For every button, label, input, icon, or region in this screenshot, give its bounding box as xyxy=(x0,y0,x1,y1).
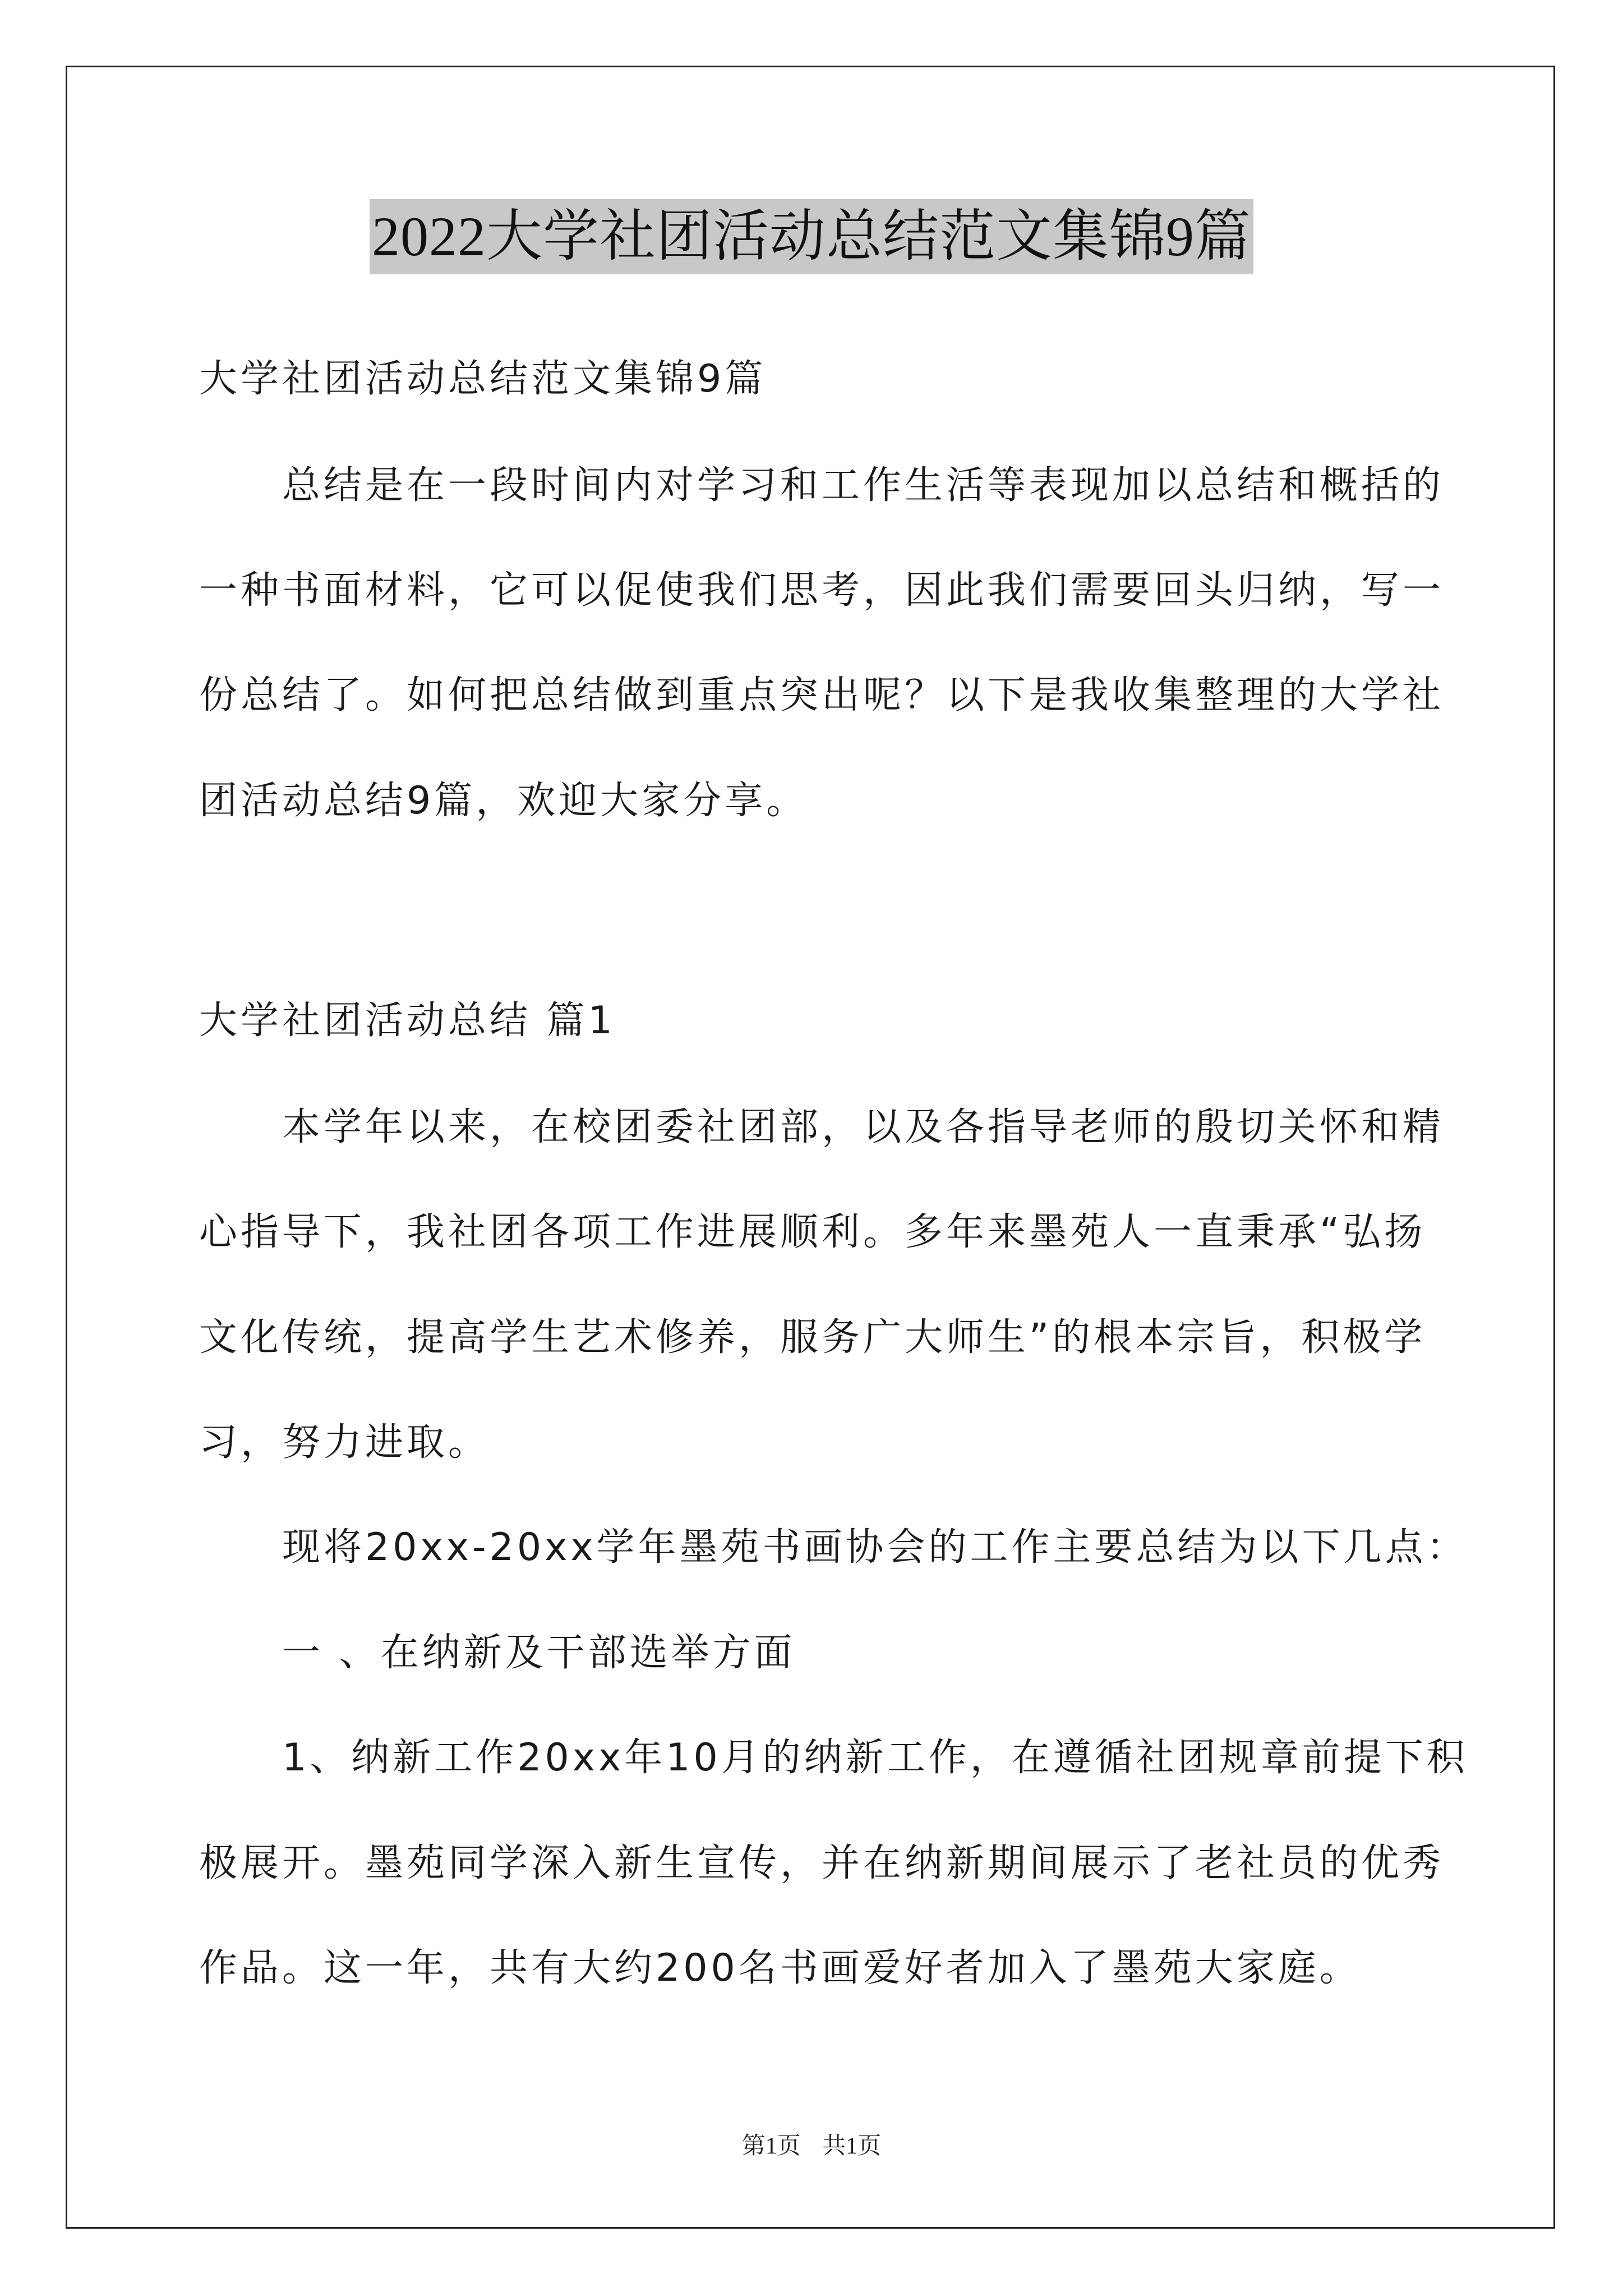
document-title: 2022大学社团活动总结范文集锦9篇 xyxy=(370,199,1253,274)
paragraph-line: 1、纳新工作20xx年10月的纳新工作，在遵循社团规章前提下积 xyxy=(282,1736,1468,1780)
intro-line: 份总结了。如何把总结做到重点突出呢？以下是我收集整理的大学社 xyxy=(199,673,1445,717)
paragraph-line: 习，努力进取。 xyxy=(199,1420,490,1465)
paragraph-line: 心指导下，我社团各项工作进展顺利。多年来墨苑人一直秉承“弘扬 xyxy=(199,1210,1426,1254)
paragraph-line: 作品。这一年，共有大约200名书画爱好者加入了墨苑大家庭。 xyxy=(199,1946,1361,1990)
document-subtitle: 大学社团活动总结范文集锦9篇 xyxy=(199,357,767,401)
subsection-heading: 一 、在纳新及干部选举方面 xyxy=(282,1631,796,1675)
intro-line: 总结是在一段时间内对学习和工作生活等表现加以总结和概括的 xyxy=(282,463,1445,508)
page-total: 共1页 xyxy=(822,2133,882,2159)
page-footer xyxy=(0,2131,1623,2162)
section-heading: 大学社团活动总结 篇1 xyxy=(199,999,616,1043)
paragraph-line: 本学年以来，在校团委社团部，以及各指导老师的殷切关怀和精 xyxy=(282,1105,1445,1149)
intro-line: 一种书面材料，它可以促使我们思考，因此我们需要回头归纳，写一 xyxy=(199,568,1445,613)
intro-line: 团活动总结9篇，欢迎大家分享。 xyxy=(199,779,808,823)
page-number: 第1页 xyxy=(741,2133,801,2159)
paragraph-line: 文化传统，提高学生艺术修养，服务广大师生”的根本宗旨，积极学 xyxy=(199,1315,1426,1360)
title-container xyxy=(0,199,1623,274)
paragraph-line: 极展开。墨苑同学深入新生宣传，并在纳新期间展示了老社员的优秀 xyxy=(199,1841,1445,1885)
paragraph-line: 现将20xx-20xx学年墨苑书画协会的工作主要总结为以下几点： xyxy=(282,1525,1468,1570)
